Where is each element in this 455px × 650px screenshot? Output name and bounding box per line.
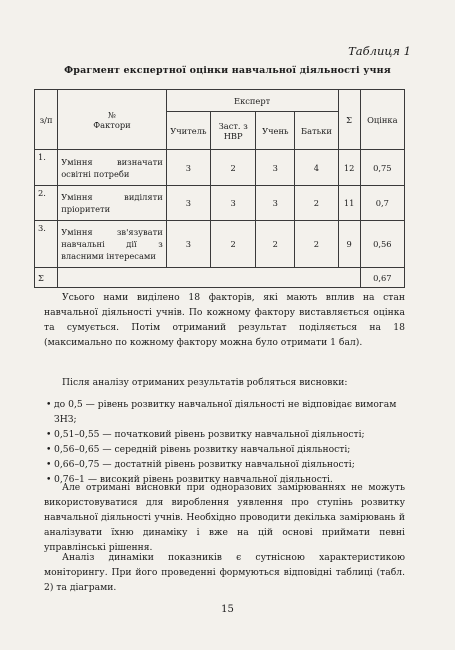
paragraph-measurements: Але отримані висновки при одноразових замірюваннях не можуть використовуватися для вироблення уявлення про ступінь розвитку навчальної діяльності учнів. Необхідно проводити декілька замірювань й аналізувати їхню динаміку і вже на цій основі приймати певні управлінські рішення. (44, 482, 405, 553)
row-factor: Уміння визначати освітні потреби (58, 150, 167, 186)
row-score: 0,7 (360, 186, 404, 221)
total-label: Σ (35, 268, 58, 288)
paragraph-intro: Усього нами виділено 18 факторів, які мають вплив на стан навчальної діяльності учнів. По кожному фактору виставляється оцінка та сумується. Потім отриманий результат поділяється на 18 (максимально по кожному фактору можна було отримати 1 бал). (44, 292, 405, 348)
table-row (35, 150, 405, 186)
header-sum: Σ (338, 90, 360, 150)
row-score: 0,56 (360, 221, 404, 268)
page-number: 15 (221, 604, 234, 615)
table-total-row (35, 268, 405, 288)
row-sum: 12 (338, 150, 360, 186)
header-student: Учень (256, 112, 295, 150)
row-number: 1. (35, 150, 58, 186)
table-row (35, 221, 405, 268)
header-parents: Батьки (295, 112, 338, 150)
paragraph-dynamics: Аналіз динаміки показників є сутнісною характеристикою моніторингу. При його проведенні формуються відповідні таблиці (табл. 2) та діаграми. (44, 552, 405, 593)
row-value: 3 (166, 150, 210, 186)
row-value: 3 (166, 186, 210, 221)
paragraph-conclusions: Після аналізу отриманих результатів робляться висновки: (62, 377, 348, 388)
row-value: 2 (295, 186, 338, 221)
table-row (35, 186, 405, 221)
header-factors-mark: № (108, 109, 116, 120)
row-sum: 11 (338, 186, 360, 221)
levels-list (44, 397, 405, 487)
table-title: Фрагмент експертної оцінки навчальної діяльності учня (64, 65, 391, 76)
row-value: 2 (295, 221, 338, 268)
header-teacher: Учитель (166, 112, 210, 150)
total-score: 0,67 (360, 268, 404, 288)
expert-table (34, 89, 405, 288)
header-expert: Експерт (166, 90, 338, 112)
header-deputy: Заст. з НВР (211, 112, 256, 150)
row-factor: Уміння виділяти пріоритети (58, 186, 167, 221)
list-item: • 0,51–0,55 — початковий рівень розвитку навчальної діяльності; (44, 427, 405, 442)
row-score: 0,75 (360, 150, 404, 186)
row-number: 3. (35, 221, 58, 268)
row-factor: Уміння зв'язувати навчальні дії з власними інтересами (58, 221, 167, 268)
row-value: 3 (256, 150, 295, 186)
total-spacer (58, 268, 360, 288)
list-item: • до 0,5 — рівень розвитку навчальної діяльності не відповідає вимогам ЗНЗ; (44, 397, 405, 427)
header-factors-label: Фактори (93, 119, 131, 130)
row-value: 3 (256, 186, 295, 221)
row-value: 4 (295, 150, 338, 186)
row-sum: 9 (338, 221, 360, 268)
list-item: • 0,66–0,75 — достатній рівень розвитку навчальної діяльності; (44, 457, 405, 472)
row-value: 2 (256, 221, 295, 268)
list-item: • 0,76–1 — високий рівень розвитку навчальної діяльності. (44, 472, 405, 487)
row-value: 3 (166, 221, 210, 268)
row-value: 2 (211, 150, 256, 186)
header-score: Оцінка (360, 90, 404, 150)
header-factors (58, 90, 167, 150)
row-value: 2 (211, 221, 256, 268)
row-value: 3 (211, 186, 256, 221)
table-label: Таблиця 1 (348, 44, 411, 58)
row-number: 2. (35, 186, 58, 221)
list-item: • 0,56–0,65 — середній рівень розвитку навчальної діяльності; (44, 442, 405, 457)
header-num: з/п (35, 90, 58, 150)
